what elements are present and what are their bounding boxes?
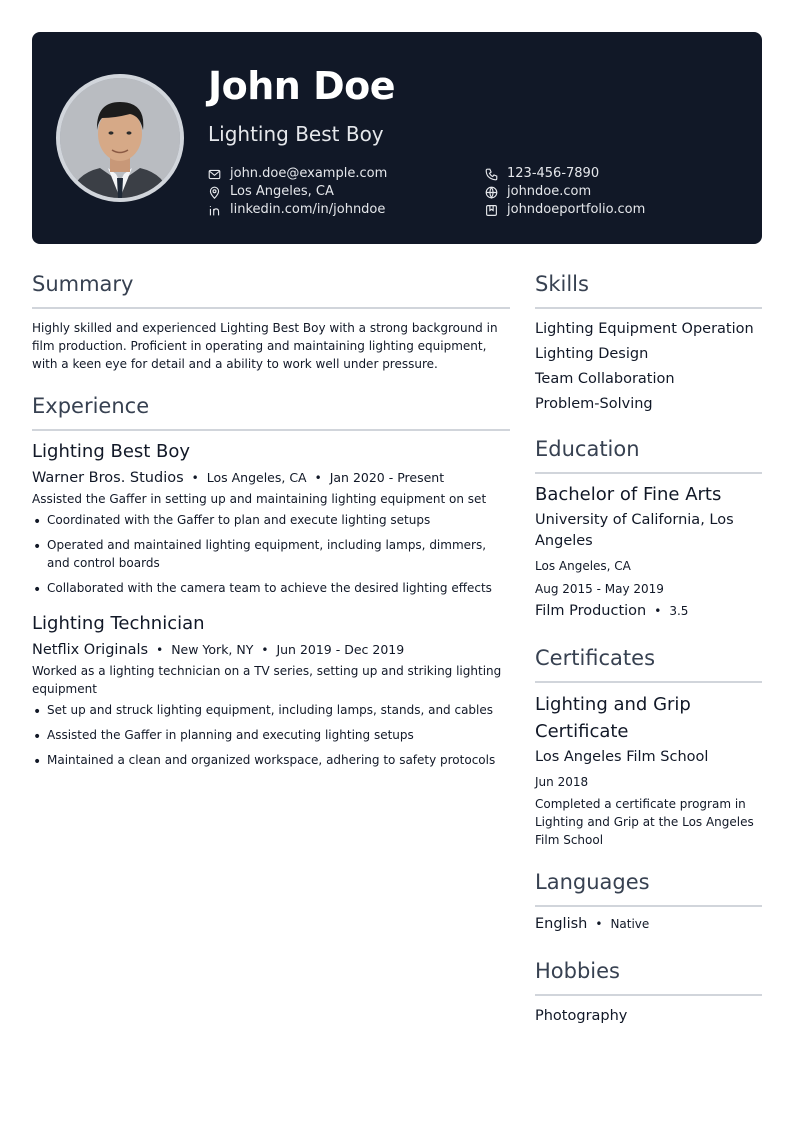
job-location: New York, NY	[171, 642, 254, 657]
job-bullet: • Collaborated with the camera team to achieve the desired lighting effects	[32, 579, 510, 597]
job-dates: Jun 2019 - Dec 2019	[276, 642, 405, 657]
education-field-row	[535, 602, 762, 620]
skill-item: Team Collaboration	[535, 371, 675, 387]
section-divider	[535, 905, 762, 907]
experience-item	[32, 439, 510, 597]
certificate-date: Jun 2018	[535, 775, 589, 789]
languages-section	[535, 866, 762, 933]
resume-header	[32, 32, 762, 244]
map-pin-icon	[208, 186, 221, 199]
skills-section	[535, 268, 762, 417]
separator-dot: •	[595, 917, 603, 931]
job-meta	[32, 468, 510, 488]
contact-portfolio[interactable]	[485, 201, 645, 219]
website-text: johndoe.com	[507, 184, 592, 199]
email-text: john.doe@example.com	[230, 166, 388, 181]
job-bullet: • Maintained a clean and organized workspace, adhering to safety protocols	[32, 751, 510, 769]
job-description: Worked as a lighting technician on a TV series, setting up and striking lighting equipment	[32, 664, 502, 696]
job-title: Lighting Technician	[32, 613, 205, 634]
job-title: Lighting Best Boy	[32, 441, 191, 462]
profile-photo	[56, 74, 184, 202]
globe-icon	[485, 186, 498, 199]
phone-text: 123-456-7890	[507, 166, 600, 181]
candidate-name: John Doe	[208, 64, 396, 108]
summary-heading: Summary	[32, 272, 134, 296]
job-dates: Jan 2020 - Present	[329, 470, 445, 485]
job-bullet: • Assisted the Gaffer in planning and executing lighting setups	[32, 726, 510, 744]
section-divider	[535, 994, 762, 996]
job-company: Netflix Originals	[32, 642, 149, 658]
certificate-name: Lighting and Grip Certificate	[535, 694, 691, 742]
certificate-issuer: Los Angeles Film School	[535, 749, 709, 765]
summary-text: Highly skilled and experienced Lighting Best Boy with a strong background in film production. Proficient in operating and maintaining lighting equipment, with a keen eye for detail and a ability to work well under pressure.	[32, 321, 498, 371]
skill-item: Problem-Solving	[535, 396, 653, 412]
education-field: Film Production	[535, 603, 647, 619]
linkedin-text: linkedin.com/in/johndoe	[230, 202, 386, 217]
job-location: Los Angeles, CA	[206, 470, 307, 485]
experience-heading: Experience	[32, 394, 150, 418]
contact-phone[interactable]	[485, 165, 599, 183]
education-school: University of California, Los Angeles	[535, 512, 734, 549]
hobbies-section	[535, 955, 762, 1029]
summary-section	[32, 268, 510, 373]
left-column	[32, 268, 510, 783]
portfolio-text: johndoeportfolio.com	[507, 202, 646, 217]
hobby-item: Photography	[535, 1008, 628, 1024]
job-bullet: • Coordinated with the Gaffer to plan and execute lighting setups	[32, 511, 510, 529]
section-divider	[535, 307, 762, 309]
separator-dot: •	[191, 471, 199, 485]
education-degree: Bachelor of Fine Arts	[535, 484, 722, 505]
candidate-title: Lighting Best Boy	[208, 122, 384, 146]
job-meta	[32, 640, 510, 660]
section-divider	[32, 307, 510, 309]
certificates-heading: Certificates	[535, 646, 656, 670]
education-gpa: 3.5	[669, 604, 689, 618]
certificates-section	[535, 642, 762, 849]
language-level: Native	[610, 917, 650, 931]
language-name: English	[535, 916, 588, 932]
job-bullets	[32, 511, 510, 597]
experience-section	[32, 390, 510, 769]
separator-dot: •	[314, 471, 322, 485]
linkedin-icon	[208, 204, 221, 217]
contact-location	[208, 183, 334, 201]
job-bullet: • Operated and maintained lighting equipment, including lamps, dimmers, and control boards	[32, 536, 510, 572]
skill-item: Lighting Design	[535, 346, 649, 362]
education-section	[535, 433, 762, 620]
contact-website[interactable]	[485, 183, 591, 201]
certificate-description: Completed a certificate program in Lighting and Grip at the Los Angeles Film School	[535, 797, 754, 847]
skill-item: Lighting Equipment Operation	[535, 321, 754, 337]
education-heading: Education	[535, 437, 640, 461]
section-divider	[535, 472, 762, 474]
education-dates: Aug 2015 - May 2019	[535, 582, 664, 596]
hobbies-heading: Hobbies	[535, 959, 620, 983]
skills-heading: Skills	[535, 272, 589, 296]
education-location: Los Angeles, CA	[535, 559, 631, 573]
location-text: Los Angeles, CA	[230, 184, 334, 199]
job-description: Assisted the Gaffer in setting up and maintaining lighting equipment on set	[32, 492, 487, 506]
contact-email[interactable]	[208, 165, 387, 183]
job-company: Warner Bros. Studios	[32, 470, 184, 486]
portfolio-icon	[485, 204, 498, 217]
language-item	[535, 915, 762, 933]
languages-heading: Languages	[535, 870, 650, 894]
mail-icon	[208, 168, 221, 181]
experience-item	[32, 611, 510, 769]
phone-icon	[485, 168, 498, 181]
right-column	[535, 268, 762, 1029]
job-bullet: • Set up and struck lighting equipment, including lamps, stands, and cables	[32, 701, 510, 719]
section-divider	[32, 429, 510, 431]
separator-dot: •	[654, 604, 662, 618]
job-bullets	[32, 701, 510, 769]
contact-linkedin[interactable]	[208, 201, 385, 219]
section-divider	[535, 681, 762, 683]
separator-dot: •	[156, 643, 164, 657]
separator-dot: •	[261, 643, 269, 657]
